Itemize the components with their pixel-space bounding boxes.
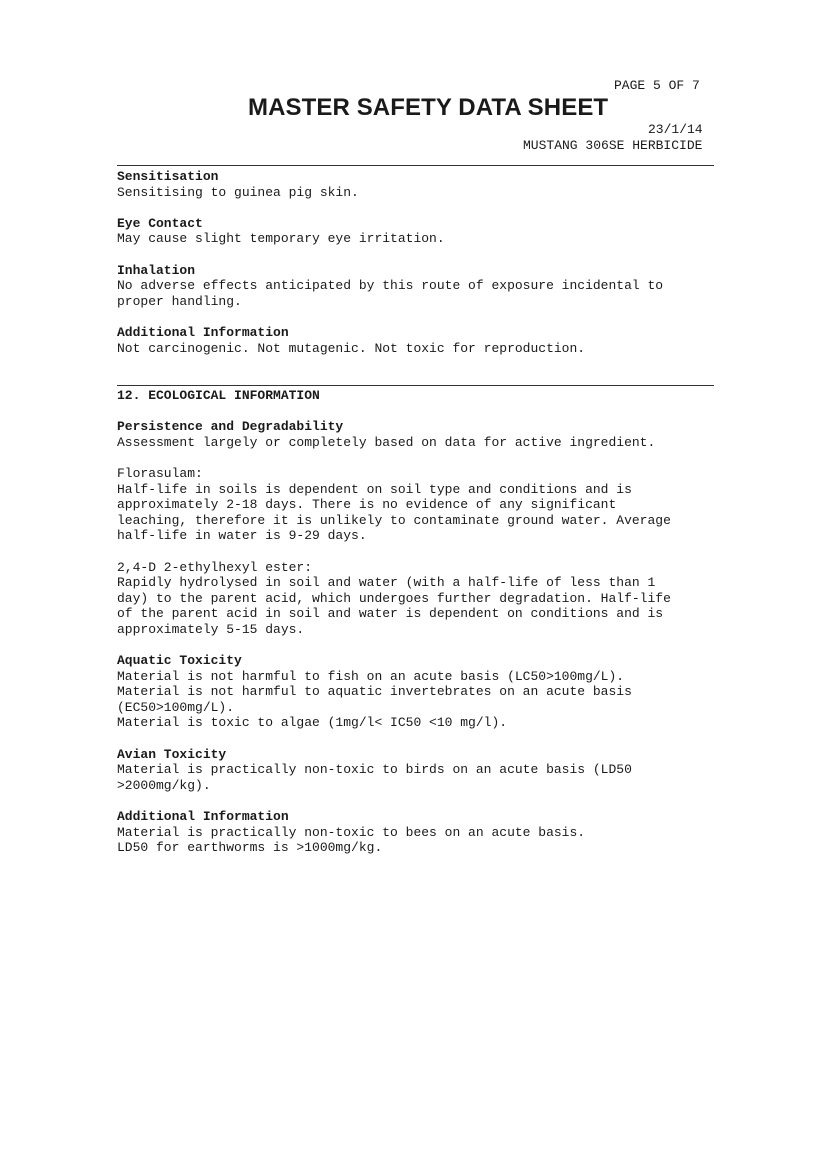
toxicology-additional-block — [117, 325, 717, 356]
section-title: 12. ECOLOGICAL INFORMATION — [117, 388, 320, 403]
avian-toxicity-line: Material is practically non-toxic to birds on an acute basis (LD50 — [117, 762, 632, 778]
header-divider — [117, 165, 714, 166]
florasulam-text-line: leaching, therefore it is unlikely to contaminate ground water. Average — [117, 512, 671, 528]
persistence-heading: Persistence and Degradability — [117, 419, 344, 435]
aquatic-toxicity-line: Material is not harmful to aquatic invertebrates on an acute basis — [117, 684, 632, 700]
florasulam-text-line: Half-life in soils is dependent on soil type and conditions and is — [117, 481, 632, 497]
inhalation-block — [117, 263, 717, 310]
toxicology-additional-text: Not carcinogenic. Not mutagenic. Not toxic for reproduction. — [117, 340, 586, 356]
eye-contact-heading: Eye Contact — [117, 215, 203, 231]
avian-toxicity-block — [117, 747, 717, 794]
florasulam-text-line: half-life in water is 9-29 days. — [117, 528, 367, 544]
document-title: MASTER SAFETY DATA SHEET — [248, 94, 609, 121]
inhalation-text-line: No adverse effects anticipated by this route of exposure incidental to — [117, 278, 664, 294]
ecological-additional-heading: Additional Information — [117, 809, 289, 825]
sensitisation-text: Sensitising to guinea pig skin. — [117, 184, 359, 200]
florasulam-label: Florasulam: — [117, 465, 203, 481]
inhalation-text-line: proper handling. — [117, 293, 242, 309]
ecological-additional-line: Material is practically non-toxic to bees on an acute basis. — [117, 824, 586, 840]
avian-toxicity-line: >2000mg/kg). — [117, 777, 211, 793]
ester-text-line: of the parent acid in soil and water is dependent on conditions and is — [117, 606, 664, 622]
eye-contact-text: May cause slight temporary eye irritation. — [117, 231, 445, 247]
toxicology-continued — [117, 169, 717, 356]
persistence-block — [117, 419, 717, 450]
aquatic-toxicity-block — [117, 653, 717, 731]
ester-block — [117, 560, 717, 638]
persistence-text: Assessment largely or completely based on data for active ingredient. — [117, 434, 656, 450]
ester-text-line: approximately 5-15 days. — [117, 621, 305, 637]
avian-toxicity-heading: Avian Toxicity — [117, 746, 227, 762]
florasulam-block — [117, 466, 717, 544]
aquatic-toxicity-line: Material is not harmful to fish on an acute basis (LC50>100mg/L). — [117, 668, 625, 684]
ester-text-line: Rapidly hydrolysed in soil and water (with a half-life of less than 1 — [117, 575, 656, 591]
toxicology-additional-heading: Additional Information — [117, 324, 289, 340]
aquatic-toxicity-line: Material is toxic to algae (1mg/l< IC50 <10 mg/l). — [117, 715, 508, 731]
document-date: 23/1/14 — [648, 122, 703, 137]
section-divider — [117, 385, 714, 386]
inhalation-heading: Inhalation — [117, 262, 196, 278]
ecological-additional-block — [117, 809, 717, 856]
aquatic-toxicity-line: (EC50>100mg/L). — [117, 699, 235, 715]
aquatic-toxicity-heading: Aquatic Toxicity — [117, 653, 242, 669]
ecological-information-section — [117, 388, 717, 856]
sensitisation-block — [117, 169, 717, 200]
florasulam-text-line: approximately 2-18 days. There is no evidence of any significant — [117, 497, 617, 513]
eye-contact-block — [117, 216, 717, 247]
page-number: PAGE 5 OF 7 — [614, 78, 700, 93]
ester-text-line: day) to the parent acid, which undergoes further degradation. Half-life — [117, 590, 671, 606]
ecological-additional-line: LD50 for earthworms is >1000mg/kg. — [117, 840, 383, 856]
section-title-block — [117, 388, 717, 404]
product-name: MUSTANG 306SE HERBICIDE — [523, 138, 703, 153]
sensitisation-heading: Sensitisation — [117, 169, 219, 184]
ester-label: 2,4-D 2-ethylhexyl ester: — [117, 559, 313, 575]
